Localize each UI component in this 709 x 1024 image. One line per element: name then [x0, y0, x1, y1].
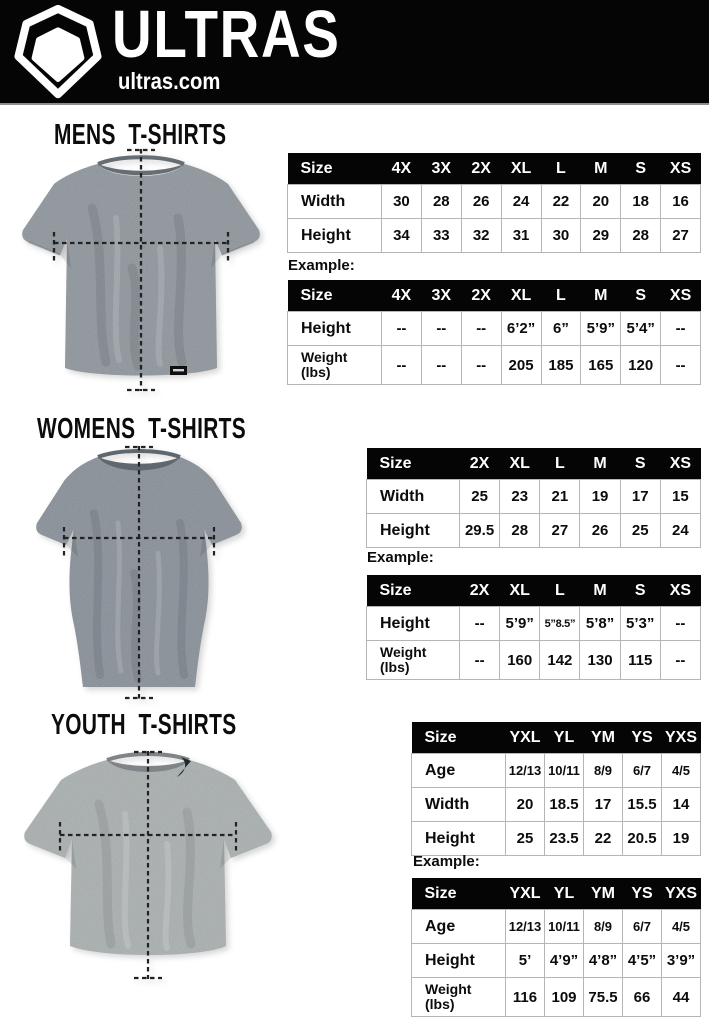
- table-row: [288, 312, 701, 346]
- table-row: [367, 514, 701, 548]
- table-header-row: [412, 878, 701, 910]
- table-row: [412, 754, 701, 788]
- table-header-row: [288, 153, 701, 185]
- column-header: S: [621, 153, 661, 185]
- table-cell: 17: [620, 480, 660, 514]
- table-row: [412, 944, 701, 978]
- table-cell: 15: [660, 480, 700, 514]
- column-header: L: [540, 448, 580, 480]
- table-cell: 5’: [506, 944, 545, 978]
- womens-shirt-image: [30, 443, 248, 703]
- column-header: 2X: [461, 153, 501, 185]
- table-cell: 23: [500, 480, 540, 514]
- table-cell: 14: [662, 788, 701, 822]
- column-header: 2X: [460, 448, 500, 480]
- table-cell: 165: [581, 346, 621, 385]
- table-cell: 24: [660, 514, 700, 548]
- table-cell: --: [661, 346, 701, 385]
- table-cell: 5’3”: [620, 607, 660, 641]
- table-cell: 109: [545, 978, 584, 1017]
- table-cell: --: [460, 607, 500, 641]
- table-cell: 31: [501, 219, 541, 253]
- table-cell: --: [661, 312, 701, 346]
- table-cell: 25: [620, 514, 660, 548]
- table-cell: 12/13: [506, 754, 545, 788]
- table-cell: 25: [460, 480, 500, 514]
- column-header: 2X: [461, 280, 501, 312]
- column-header-size: Size: [288, 153, 382, 185]
- column-header: L: [541, 280, 581, 312]
- column-header: XL: [500, 575, 540, 607]
- column-header: S: [621, 280, 661, 312]
- table-row: [288, 346, 701, 385]
- table-row: [367, 607, 701, 641]
- table-cell: 30: [541, 219, 581, 253]
- table-row: [367, 480, 701, 514]
- table-cell: --: [660, 641, 700, 680]
- table-cell: 6/7: [623, 910, 662, 944]
- table-cell: --: [421, 346, 461, 385]
- table-cell: 142: [540, 641, 580, 680]
- table-cell: 44: [662, 978, 701, 1017]
- table-header-row: [367, 575, 701, 607]
- table-cell: 26: [580, 514, 620, 548]
- table-row: [412, 978, 701, 1017]
- table-cell: 28: [621, 219, 661, 253]
- column-header: M: [580, 575, 620, 607]
- column-header: 3X: [421, 153, 461, 185]
- table-cell: 19: [662, 822, 701, 856]
- row-label: Width: [367, 480, 460, 514]
- column-header: YXL: [506, 878, 545, 910]
- table-cell: 19: [580, 480, 620, 514]
- table-cell: 4/5: [662, 754, 701, 788]
- table-cell: --: [382, 312, 422, 346]
- table-cell: 15.5: [623, 788, 662, 822]
- womens-example-label: Example:: [367, 549, 434, 566]
- youth-size-table: [411, 722, 701, 856]
- column-header: 4X: [382, 280, 422, 312]
- column-header: XS: [660, 448, 700, 480]
- table-cell: 6’2”: [501, 312, 541, 346]
- table-cell: 130: [580, 641, 620, 680]
- mens-size-table: [287, 153, 701, 253]
- table-cell: 23.5: [545, 822, 584, 856]
- table-cell: 18: [621, 185, 661, 219]
- column-header: YXS: [662, 878, 701, 910]
- row-label: Width: [288, 185, 382, 219]
- table-cell: 20.5: [623, 822, 662, 856]
- youth-section-heading: YOUTH T-SHIRTS: [51, 709, 237, 741]
- table-cell: 4’5”: [623, 944, 662, 978]
- column-header: YM: [584, 878, 623, 910]
- row-label: Height: [288, 312, 382, 346]
- column-header: YL: [545, 722, 584, 754]
- row-label: Weight (lbs): [288, 346, 382, 385]
- table-cell: 75.5: [584, 978, 623, 1017]
- column-header: M: [581, 153, 621, 185]
- column-header: YS: [623, 722, 662, 754]
- table-cell: 32: [461, 219, 501, 253]
- column-header: YL: [545, 878, 584, 910]
- column-header: 3X: [421, 280, 461, 312]
- column-header: YM: [584, 722, 623, 754]
- table-cell: 30: [382, 185, 422, 219]
- column-header: XS: [660, 575, 700, 607]
- womens-size-table: [366, 448, 701, 548]
- table-cell: 3’9”: [662, 944, 701, 978]
- table-cell: 115: [620, 641, 660, 680]
- column-header: XS: [661, 280, 701, 312]
- table-cell: 24: [501, 185, 541, 219]
- row-label: Weight (lbs): [412, 978, 506, 1017]
- column-header: 4X: [382, 153, 422, 185]
- row-label: Height: [288, 219, 382, 253]
- table-cell: 20: [581, 185, 621, 219]
- column-header: YXS: [662, 722, 701, 754]
- table-cell: 22: [584, 822, 623, 856]
- table-cell: 16: [661, 185, 701, 219]
- table-cell: 28: [421, 185, 461, 219]
- table-cell: --: [421, 312, 461, 346]
- column-header: YS: [623, 878, 662, 910]
- row-label: Height: [367, 607, 460, 641]
- table-cell: 8/9: [584, 910, 623, 944]
- column-header: M: [580, 448, 620, 480]
- table-cell: --: [460, 641, 500, 680]
- youth-example-table: [411, 878, 701, 1017]
- table-cell: 10/11: [545, 754, 584, 788]
- table-cell: 160: [500, 641, 540, 680]
- row-label: Height: [412, 822, 506, 856]
- table-cell: --: [461, 346, 501, 385]
- mens-shirt-image: [10, 146, 272, 398]
- table-cell: 5’9”: [500, 607, 540, 641]
- mens-example-table: [287, 280, 701, 385]
- table-cell: 10/11: [545, 910, 584, 944]
- table-row: [412, 910, 701, 944]
- pentagon-shield-icon: [14, 5, 102, 99]
- table-cell: 29: [581, 219, 621, 253]
- table-cell: 20: [506, 788, 545, 822]
- table-cell: 5’4”: [621, 312, 661, 346]
- table-cell: 4’8”: [584, 944, 623, 978]
- table-cell: 26: [461, 185, 501, 219]
- table-header-row: [367, 448, 701, 480]
- column-header: YXL: [506, 722, 545, 754]
- youth-example-label: Example:: [413, 853, 480, 870]
- column-header-size: Size: [412, 878, 506, 910]
- womens-section-heading: WOMENS T-SHIRTS: [37, 413, 247, 445]
- table-cell: 18.5: [545, 788, 584, 822]
- table-cell: 34: [382, 219, 422, 253]
- table-cell: 29.5: [460, 514, 500, 548]
- table-row: [288, 185, 701, 219]
- table-cell: --: [660, 607, 700, 641]
- table-cell: 25: [506, 822, 545, 856]
- table-cell: 8/9: [584, 754, 623, 788]
- column-header: XS: [661, 153, 701, 185]
- table-cell: 27: [661, 219, 701, 253]
- table-cell: 5’8”: [580, 607, 620, 641]
- table-cell: 66: [623, 978, 662, 1017]
- table-cell: 5’9”: [581, 312, 621, 346]
- row-label: Height: [367, 514, 460, 548]
- table-cell: 116: [506, 978, 545, 1017]
- table-cell: 6”: [541, 312, 581, 346]
- column-header-size: Size: [367, 448, 460, 480]
- table-row: [412, 822, 701, 856]
- column-header: S: [620, 448, 660, 480]
- column-header: L: [541, 153, 581, 185]
- table-cell: --: [461, 312, 501, 346]
- column-header-size: Size: [367, 575, 460, 607]
- site-header: [0, 0, 709, 105]
- column-header: XL: [500, 448, 540, 480]
- table-cell: 205: [501, 346, 541, 385]
- table-cell: 6/7: [623, 754, 662, 788]
- table-header-row: [412, 722, 701, 754]
- table-row: [412, 788, 701, 822]
- column-header: 2X: [460, 575, 500, 607]
- table-cell: 4/5: [662, 910, 701, 944]
- column-header: XL: [501, 153, 541, 185]
- site-url: ultras.com: [118, 68, 221, 94]
- column-header-size: Size: [412, 722, 506, 754]
- table-header-row: [288, 280, 701, 312]
- row-label: Width: [412, 788, 506, 822]
- table-cell: 21: [540, 480, 580, 514]
- table-cell: 185: [541, 346, 581, 385]
- mens-section-heading: MENS T-SHIRTS: [54, 119, 227, 151]
- brand-wordmark: ULTRAS: [112, 0, 341, 72]
- youth-shirt-image: [15, 748, 281, 982]
- table-cell: 22: [541, 185, 581, 219]
- row-label: Age: [412, 754, 506, 788]
- table-row: [288, 219, 701, 253]
- column-header-size: Size: [288, 280, 382, 312]
- womens-example-table: [366, 575, 701, 680]
- row-label: Height: [412, 944, 506, 978]
- table-row: [367, 641, 701, 680]
- table-cell: 28: [500, 514, 540, 548]
- table-cell: 17: [584, 788, 623, 822]
- table-cell: 4’9”: [545, 944, 584, 978]
- table-cell: 120: [621, 346, 661, 385]
- table-cell: 12/13: [506, 910, 545, 944]
- mens-example-label: Example:: [288, 257, 355, 274]
- row-label: Weight (lbs): [367, 641, 460, 680]
- column-header: XL: [501, 280, 541, 312]
- column-header: M: [581, 280, 621, 312]
- table-cell: 27: [540, 514, 580, 548]
- table-cell: --: [382, 346, 422, 385]
- row-label: Age: [412, 910, 506, 944]
- table-cell: 5”8.5”: [540, 607, 580, 641]
- column-header: S: [620, 575, 660, 607]
- column-header: L: [540, 575, 580, 607]
- table-cell: 33: [421, 219, 461, 253]
